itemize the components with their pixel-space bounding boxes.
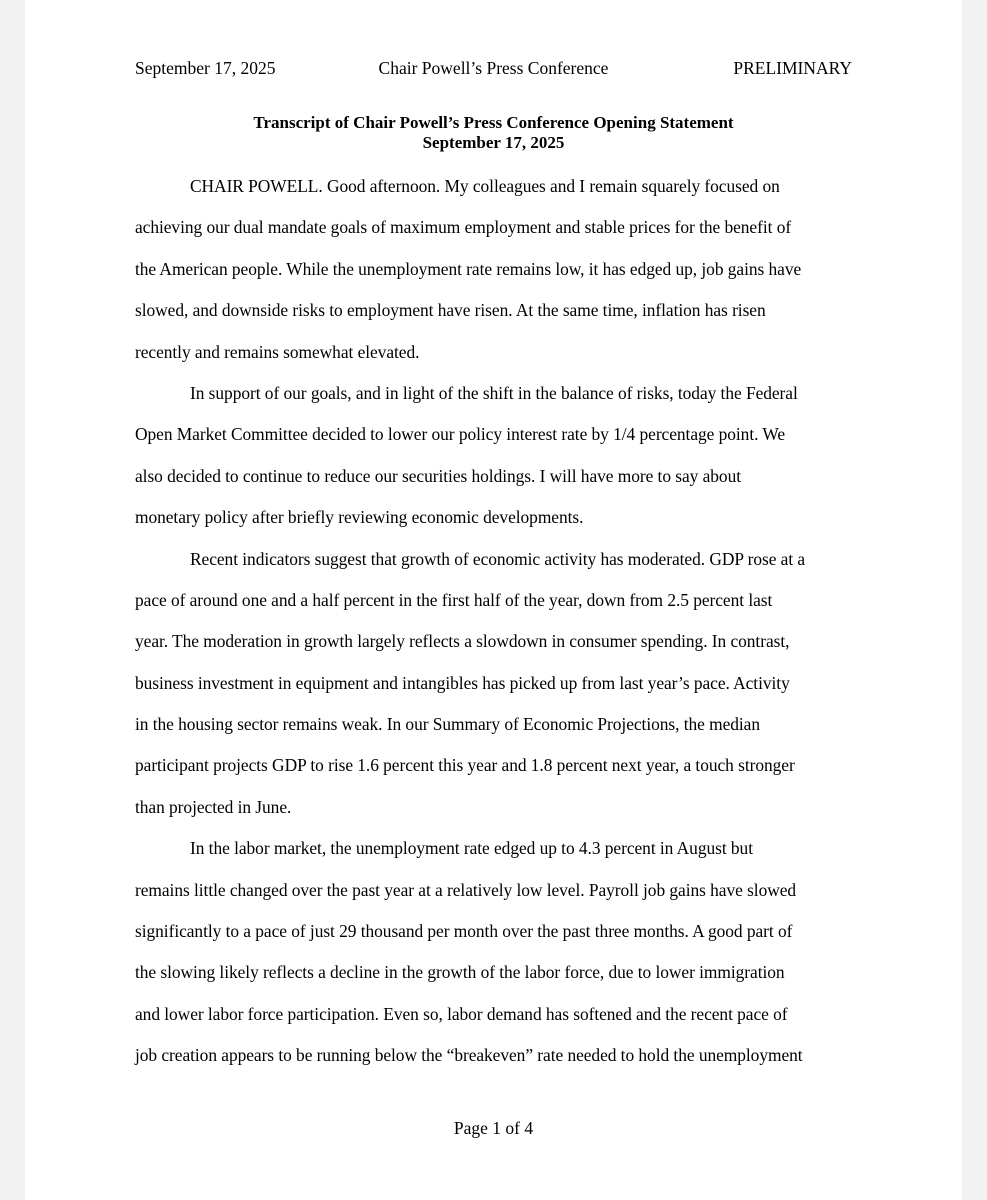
- text-line: significantly to a pace of just 29 thousand per month over the past three months. A good part of: [135, 921, 793, 942]
- text-line: recently and remains somewhat elevated.: [135, 341, 420, 362]
- statement-body: [135, 174, 852, 1085]
- text-line: slowed, and downside risks to employment have risen. At the same time, inflation has risen: [135, 300, 766, 321]
- document-title-date: September 17, 2025: [422, 133, 565, 152]
- text-line: participant projects GDP to rise 1.6 percent this year and 1.8 percent next year, a touch stronger: [135, 755, 795, 776]
- text-line: monetary policy after briefly reviewing economic developments.: [135, 507, 584, 528]
- text-line: than projected in June.: [135, 796, 292, 817]
- document-page: [25, 0, 962, 1200]
- text-line: also decided to continue to reduce our securities holdings. I will have more to say about: [135, 465, 741, 486]
- text-line: achieving our dual mandate goals of maximum employment and stable prices for the benefit of: [135, 217, 792, 238]
- text-line: In the labor market, the unemployment rate edged up to 4.3 percent in August but: [190, 838, 753, 859]
- text-line: job creation appears to be running below the “breakeven” rate needed to hold the unemployment: [135, 1045, 803, 1066]
- text-line: pace of around one and a half percent in the first half of the year, down from 2.5 percent last: [135, 589, 773, 610]
- text-line: Recent indicators suggest that growth of economic activity has moderated. GDP rose at a: [190, 548, 806, 569]
- document-title-line: Transcript of Chair Powell’s Press Conference Opening Statement: [253, 113, 734, 132]
- text-line: the slowing likely reflects a decline in the growth of the labor force, due to lower immigration: [135, 962, 785, 983]
- text-line: business investment in equipment and intangibles has picked up from last year’s pace. Activity: [135, 672, 790, 693]
- text-line: CHAIR POWELL. Good afternoon. My colleagues and I remain squarely focused on: [190, 176, 780, 196]
- text-line: in the housing sector remains weak. In our Summary of Economic Projections, the median: [135, 714, 760, 735]
- header-title: Chair Powell’s Press Conference: [378, 58, 609, 78]
- text-line: the American people. While the unemployment rate remains low, it has edged up, job gains have: [135, 258, 802, 279]
- text-line: In support of our goals, and in light of the shift in the balance of risks, today the Federal: [190, 382, 798, 403]
- page-number: Page 1 of 4: [453, 1118, 534, 1138]
- document-title: [135, 113, 852, 153]
- text-line: Open Market Committee decided to lower our policy interest rate by 1/4 percentage point. We: [135, 424, 786, 445]
- page-header: [135, 56, 852, 80]
- header-status: PRELIMINARY: [733, 58, 852, 78]
- header-date: September 17, 2025: [135, 58, 276, 78]
- text-line: year. The moderation in growth largely reflects a slowdown in consumer spending. In contrast,: [135, 631, 790, 652]
- text-line: remains little changed over the past year at a relatively low level. Payroll job gains have slowed: [135, 879, 797, 900]
- text-line: and lower labor force participation. Even so, labor demand has softened and the recent pace of: [135, 1003, 788, 1024]
